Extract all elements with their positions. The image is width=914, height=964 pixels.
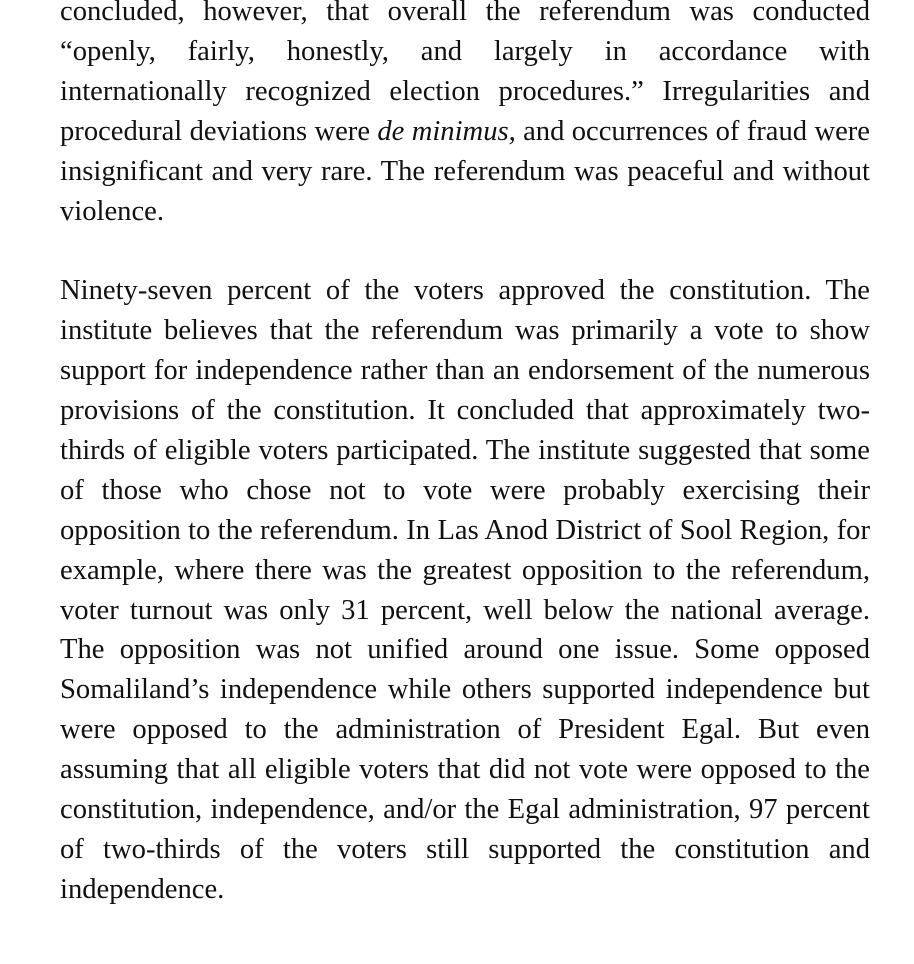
emphasis-latin-term: de minimus, [377, 115, 516, 147]
document-page [60, 0, 870, 910]
paragraph-referendum-conduct [60, 0, 870, 231]
paragraph-text-part: concluded, however, that overall the referendum was conducted “openly, fairly, honestly, and largely in accordance with internationally recognized election procedures.” Irregularities and procedural deviations were [60, 0, 870, 147]
paragraph-text-part: and occurrences of fraud were insignificant and very rare. The referendum was peaceful and without violence. [60, 115, 870, 227]
paragraph-referendum-results: Ninety-seven percent of the voters approved the constitution. The institute believes that the referendum was primarily a vote to show support for independence rather than an endorsement of the numerous provisions of the constitution. It concluded that approximately two-thirds of eligible voters participated. The institute suggested that some of those who chose not to vote were probably exercising their opposition to the referendum. In Las Anod District of Sool Region, for example, where there was the greatest opposition to the referendum, voter turnout was only 31 percent, well below the national average. The opposition was not unified around one issue. Some opposed Somaliland’s independence while others supported independence but were opposed to the administration of President Egal. But even assuming that all eligible voters that did not vote were opposed to the constitution, independence, and/or the Egal administration, 97 percent of two-thirds of the voters still supported the constitution and independence. [60, 275, 870, 905]
